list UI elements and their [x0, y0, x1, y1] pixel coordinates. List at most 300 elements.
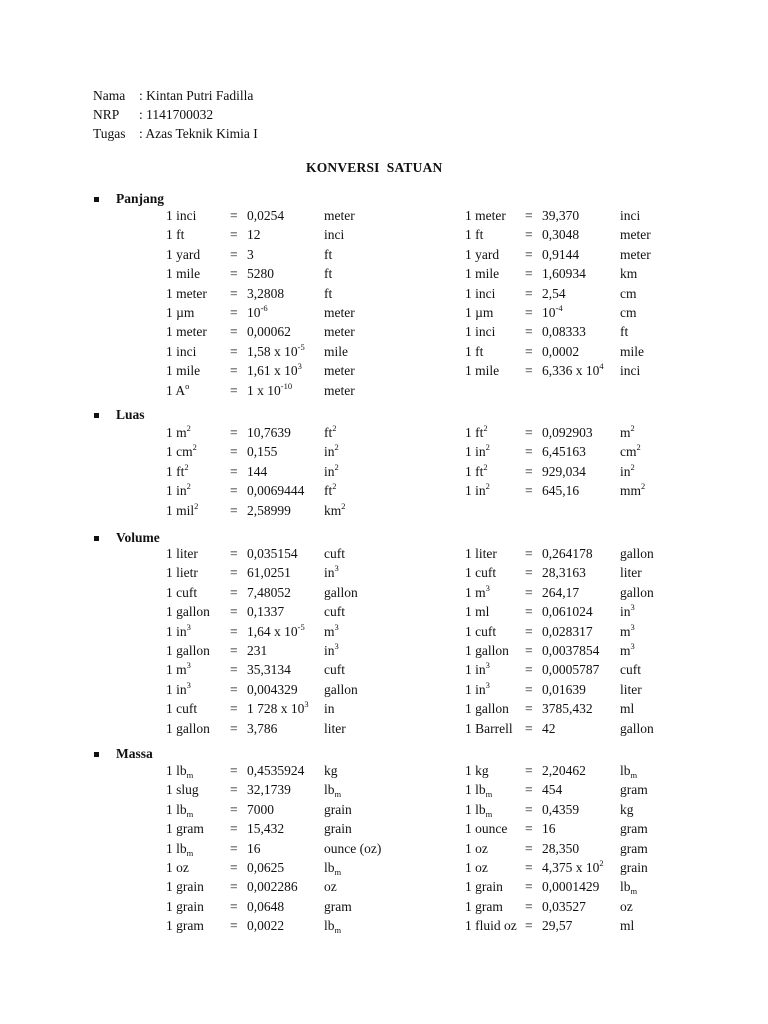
from-unit-superscript: 2: [184, 461, 189, 472]
equals-sign: =: [230, 840, 238, 856]
equals-sign: =: [525, 821, 533, 837]
to-unit-text: cuft: [324, 546, 345, 561]
from-unit: [465, 763, 489, 779]
equals-sign: =: [230, 305, 238, 320]
from-unit-text: 1 m: [166, 425, 187, 440]
from-unit: [465, 821, 507, 837]
to-unit-superscript: 2: [641, 481, 646, 492]
from-unit: [465, 643, 509, 659]
to-unit-superscript: 3: [334, 621, 339, 632]
from-unit: [465, 266, 499, 282]
from-unit-text: 1 fluid oz: [465, 918, 517, 934]
conversion-row: [0, 662, 768, 680]
to-unit-text: lb: [324, 860, 335, 875]
to-unit: [620, 879, 637, 895]
from-unit-text: 1 cuft: [166, 584, 198, 600]
from-unit-text: 1 oz: [166, 860, 189, 875]
to-unit-text: grain: [324, 801, 352, 817]
from-unit-text: 1 lb: [166, 801, 187, 817]
field-label-tugas: Tugas: [93, 126, 126, 141]
conversion-value: [542, 624, 593, 640]
from-unit-text: 1 gallon: [166, 643, 210, 658]
equals-sign: =: [525, 681, 533, 697]
conversion-value-text: 29,57: [542, 918, 573, 934]
equals-sign: =: [230, 502, 238, 518]
conversion-value-text: 0,4359: [542, 801, 580, 817]
conversion-value: [542, 344, 579, 360]
equals-sign: =: [525, 444, 533, 460]
to-unit-text: cm: [620, 305, 637, 320]
conversion-row: [0, 324, 768, 342]
to-unit: [620, 643, 635, 659]
from-unit: [465, 860, 488, 876]
to-unit-text: cm: [620, 285, 637, 301]
conversion-value: [542, 266, 586, 282]
from-unit-text: 1 ounce: [465, 821, 508, 837]
equals-sign: =: [230, 879, 238, 895]
to-unit-text: cuft: [324, 604, 345, 620]
conversion-value-text: 1,64 x 10: [247, 623, 298, 639]
equals-sign: =: [525, 898, 533, 914]
equals-sign: =: [525, 463, 533, 479]
equals-sign: =: [230, 720, 238, 736]
equals-sign: =: [525, 782, 533, 798]
field-value-nrp: : 1141700032: [139, 107, 214, 122]
from-unit: [465, 565, 496, 581]
from-unit-text: 1 in: [465, 681, 486, 697]
from-unit: [465, 444, 490, 460]
conversion-value: [542, 662, 599, 678]
from-unit-superscript: 2: [186, 423, 191, 433]
to-unit: [620, 286, 637, 302]
conversion-value-text: 0,0648: [247, 898, 285, 914]
conversion-value-superscript: 2: [599, 858, 604, 868]
conversion-value: [542, 247, 579, 263]
conversion-value-text: 32,1739: [247, 782, 291, 798]
conversion-value: [542, 918, 572, 934]
conversion-value-superscript: -5: [297, 621, 305, 632]
from-unit-text: 1 ft: [465, 227, 484, 243]
conversion-row: [0, 821, 768, 839]
from-unit-text: 1 ft: [166, 463, 185, 479]
conversion-value: [542, 286, 566, 302]
from-unit: [465, 546, 497, 562]
from-unit-text: 1 yard: [166, 246, 201, 262]
from-unit: [465, 879, 503, 895]
equals-sign: =: [230, 801, 238, 817]
conversion-value-text: 4,375 x 10: [542, 860, 600, 875]
section-title-volume: Volume: [116, 530, 160, 545]
to-unit: [620, 802, 634, 818]
to-unit: [620, 782, 648, 798]
equals-sign: =: [230, 662, 238, 678]
from-unit-text: 1 ft: [465, 463, 484, 479]
conversion-value-text: 0,4535924: [247, 763, 305, 778]
from-unit-text: 1 m: [465, 584, 486, 600]
conversion-value-text: 0,155: [247, 444, 278, 460]
from-unit-superscript: 2: [483, 461, 488, 472]
from-unit-superscript: 3: [485, 660, 490, 671]
to-unit: [620, 444, 641, 460]
from-unit: [465, 227, 483, 243]
equals-sign: =: [525, 801, 533, 817]
from-unit: [465, 624, 496, 640]
to-unit-text: ft: [324, 285, 333, 301]
from-unit-text: 1 inci: [465, 324, 496, 340]
conversion-value-superscript: -4: [555, 303, 563, 313]
to-unit-text: lb: [620, 763, 631, 778]
to-unit-text: oz: [324, 879, 337, 895]
from-unit: [465, 662, 490, 678]
conversion-row: [0, 763, 768, 781]
conversion-value: [542, 324, 586, 340]
to-unit-superscript: 3: [630, 621, 635, 632]
equals-sign: =: [525, 546, 533, 561]
to-unit-subscript: m: [334, 925, 342, 936]
to-unit: [620, 483, 645, 499]
conversion-value-superscript: 4: [599, 361, 604, 372]
from-unit: [465, 841, 488, 857]
equals-sign: =: [230, 898, 238, 914]
from-unit-text: 1 Barrell: [465, 720, 513, 736]
conversion-value: [542, 585, 579, 601]
to-unit-text: ml: [620, 918, 635, 934]
from-unit-text: 1 mile: [166, 363, 201, 379]
conversion-row: [0, 643, 768, 661]
conversion-value: [542, 546, 593, 562]
to-unit-text: gallon: [620, 584, 654, 600]
to-unit-text: gallon: [324, 584, 358, 600]
from-unit-text: 1 grain: [166, 898, 204, 914]
field-value-nama: : Kintan Putri Fadilla: [139, 88, 254, 103]
from-unit-text: 1 lb: [465, 782, 486, 798]
conversion-value-text: 0,3048: [542, 227, 580, 243]
from-unit: [465, 425, 488, 441]
conversion-value-text: 12: [247, 227, 261, 243]
equals-sign: =: [525, 763, 533, 778]
equals-sign: =: [525, 604, 533, 620]
equals-sign: =: [525, 840, 533, 856]
equals-sign: =: [230, 324, 238, 340]
from-unit-text: 1 ft: [465, 425, 484, 440]
to-unit-superscript: 2: [334, 461, 339, 472]
to-unit-text: km: [324, 502, 342, 518]
conversion-row: [0, 565, 768, 583]
from-unit-subscript: m: [186, 847, 194, 858]
equals-sign: =: [525, 208, 533, 223]
conversion-value: [542, 425, 593, 441]
conversion-value-superscript: -6: [260, 303, 268, 313]
from-unit: [465, 918, 517, 934]
conversion-value-text: 16: [542, 821, 556, 837]
equals-sign: =: [230, 208, 238, 223]
to-unit: [620, 899, 633, 915]
equals-sign: =: [230, 546, 238, 561]
to-unit: [620, 918, 634, 934]
from-unit-text: 1 inci: [465, 285, 496, 301]
to-unit-text: meter: [620, 246, 651, 262]
to-unit-text: meter: [324, 363, 355, 379]
to-unit-text: inci: [324, 227, 345, 243]
from-unit-text: 1 lb: [166, 840, 187, 856]
from-unit-text: 1 mile: [166, 266, 201, 282]
conversion-value-text: 0,0005787: [542, 662, 600, 678]
to-unit-subscript: m: [630, 886, 638, 897]
from-unit: [465, 247, 499, 263]
from-unit-superscript: 3: [485, 582, 490, 593]
conversion-row: [0, 483, 768, 501]
conversion-value: [542, 821, 556, 837]
to-unit-text: meter: [620, 227, 651, 243]
equals-sign: =: [230, 918, 238, 934]
from-unit-superscript: 2: [485, 442, 490, 453]
to-unit: [620, 585, 654, 601]
equals-sign: =: [230, 681, 238, 697]
from-unit-text: 1 ft: [465, 343, 484, 359]
to-unit: [620, 721, 654, 737]
to-unit-text: liter: [620, 565, 642, 581]
from-unit-text: 1 mile: [465, 266, 500, 282]
from-unit-text: 1 meter: [166, 324, 207, 340]
from-unit-text: 1 lb: [166, 763, 187, 778]
equals-sign: =: [230, 382, 238, 398]
conversion-value-text: 0,9144: [542, 246, 580, 262]
equals-sign: =: [230, 860, 238, 875]
bullet-icon: [94, 413, 99, 418]
to-unit-text: mm: [620, 483, 642, 499]
conversion-value: [542, 782, 562, 798]
conversion-value-text: 2,58999: [247, 502, 291, 518]
conversion-value: [542, 682, 586, 698]
from-unit-text: 1 in: [465, 483, 486, 499]
to-unit: [620, 227, 651, 243]
section-title-luas: Luas: [116, 407, 145, 422]
to-unit-text: inci: [620, 208, 641, 223]
equals-sign: =: [230, 363, 238, 379]
from-unit-text: 1 in: [166, 681, 187, 697]
conversion-value-text: 0,00062: [247, 324, 291, 340]
to-unit: [620, 860, 648, 876]
from-unit-text: 1 yard: [465, 246, 500, 262]
conversion-row: [0, 247, 768, 265]
equals-sign: =: [525, 701, 533, 717]
from-unit: [465, 286, 495, 302]
conversion-value: [247, 503, 291, 519]
to-unit-superscript: 2: [334, 442, 339, 453]
equals-sign: =: [230, 782, 238, 798]
conversion-value-text: 0,01639: [542, 681, 586, 697]
conversion-value-text: 0,004329: [247, 681, 298, 697]
to-unit-superscript: 3: [630, 602, 635, 613]
conversion-value: [542, 305, 563, 321]
from-unit-superscript: 2: [194, 500, 199, 511]
to-unit-text: in: [324, 643, 335, 658]
to-unit-text: ft: [324, 425, 333, 440]
from-unit-superscript: 2: [483, 423, 488, 433]
conversion-value-text: 645,16: [542, 483, 580, 499]
from-unit-text: 1 µm: [166, 305, 195, 320]
conversion-row: [0, 227, 768, 245]
from-unit-text: 1 gram: [166, 918, 204, 934]
conversion-row: [0, 582, 768, 603]
from-unit-text: 1 cuft: [166, 701, 198, 717]
from-unit-text: 1 gallon: [166, 604, 210, 620]
to-unit: [620, 565, 642, 581]
to-unit-text: meter: [324, 382, 355, 398]
equals-sign: =: [525, 227, 533, 243]
conversion-row: [0, 286, 768, 304]
from-unit-text: 1 meter: [465, 208, 506, 223]
equals-sign: =: [525, 305, 533, 320]
to-unit-text: lb: [620, 879, 631, 895]
conversion-value-superscript: -10: [280, 380, 293, 391]
equals-sign: =: [230, 623, 238, 639]
from-unit-superscript: 2: [485, 481, 490, 492]
from-unit-text: 1 A: [166, 382, 186, 398]
conversion-value-text: 10: [247, 305, 261, 320]
section-title-panjang: Panjang: [116, 191, 165, 206]
to-unit-text: in: [324, 565, 335, 581]
section-title-massa: Massa: [116, 746, 153, 761]
conversion-value-text: 0,002286: [247, 879, 298, 895]
to-unit-superscript: 2: [630, 423, 635, 433]
to-unit: [620, 621, 635, 640]
from-unit: [465, 782, 492, 798]
conversion-row: [0, 305, 768, 323]
to-unit: [620, 682, 642, 698]
conversion-row: [0, 802, 768, 820]
to-unit-text: m: [620, 425, 631, 440]
conversion-value-text: 231: [247, 643, 268, 658]
to-unit-text: in: [620, 463, 631, 479]
conversion-value: [542, 841, 579, 857]
conversion-value-text: 264,17: [542, 584, 580, 600]
to-unit-superscript: 3: [334, 641, 339, 651]
conversion-row: [0, 425, 768, 443]
conversion-value: [542, 860, 604, 876]
to-unit: [620, 363, 640, 379]
conversion-value: [542, 565, 586, 581]
equals-sign: =: [230, 565, 238, 581]
to-unit: [620, 841, 648, 857]
conversion-value-text: 1,60934: [542, 266, 586, 282]
to-unit: [620, 425, 635, 441]
bullet-icon: [94, 536, 99, 541]
equals-sign: =: [230, 763, 238, 778]
from-unit-text: 1 cuft: [465, 565, 497, 581]
from-unit-superscript: 2: [192, 442, 197, 453]
equals-sign: =: [525, 918, 533, 934]
equals-sign: =: [230, 444, 238, 460]
conversion-value-text: 6,336 x 10: [542, 363, 600, 379]
conversion-value: [542, 899, 586, 915]
to-unit-text: meter: [324, 324, 355, 340]
conversion-row: [0, 879, 768, 897]
conversion-value-text: 0,0254: [247, 208, 285, 223]
equals-sign: =: [525, 266, 533, 282]
from-unit: [465, 582, 490, 601]
conversion-row: [0, 841, 768, 859]
from-unit-text: 1 cuft: [465, 623, 497, 639]
conversion-value-text: 0,0069444: [247, 483, 305, 499]
to-unit-superscript: 2: [636, 442, 641, 453]
conversion-value-text: 10: [542, 305, 556, 320]
to-unit-superscript: 3: [334, 563, 339, 574]
to-unit-text: inci: [620, 363, 641, 379]
to-unit-text: km: [620, 266, 638, 282]
conversion-value-text: 0,264178: [542, 546, 593, 561]
field-label-nrp: NRP: [93, 107, 120, 122]
from-unit: [465, 324, 495, 340]
equals-sign: =: [230, 604, 238, 620]
conversion-row: [0, 341, 768, 362]
to-unit-text: cuft: [620, 662, 641, 678]
conversion-value-text: 28,3163: [542, 565, 586, 581]
conversion-value-text: 3,786: [247, 720, 278, 736]
to-unit-text: cuft: [324, 662, 345, 678]
from-unit-superscript: 3: [186, 679, 191, 690]
conversion-row: [0, 721, 768, 739]
from-unit: [465, 899, 503, 915]
from-unit-text: 1 liter: [166, 546, 198, 561]
equals-sign: =: [525, 425, 533, 440]
from-unit: [166, 380, 190, 399]
equals-sign: =: [525, 643, 533, 658]
equals-sign: =: [230, 246, 238, 262]
to-unit: [620, 305, 637, 321]
conversion-value-text: 0,03527: [542, 898, 586, 914]
conversion-value-text: 929,034: [542, 463, 586, 479]
conversion-value-text: 1,61 x 10: [247, 363, 298, 379]
from-unit-text: 1 inci: [166, 343, 197, 359]
conversion-value: [542, 879, 599, 895]
to-unit-text: mile: [620, 343, 644, 359]
conversion-value: [542, 444, 586, 460]
to-unit: [620, 662, 641, 678]
from-unit-text: 1 in: [465, 444, 486, 460]
to-unit: [620, 821, 648, 837]
equals-sign: =: [525, 483, 533, 499]
conversion-value-text: 3: [247, 246, 254, 262]
to-unit-text: gram: [620, 821, 648, 837]
to-unit-subscript: m: [334, 867, 342, 877]
to-unit-text: m: [620, 623, 631, 639]
to-unit-text: in: [620, 604, 631, 620]
to-unit-text: gram: [324, 898, 352, 914]
conversion-row: [0, 782, 768, 800]
equals-sign: =: [230, 425, 238, 440]
from-unit: [465, 679, 490, 698]
from-unit-text: 1 gallon: [166, 720, 210, 736]
conversion-value-text: 28,350: [542, 840, 580, 856]
from-unit-superscript: 3: [485, 679, 490, 690]
to-unit-text: grain: [620, 860, 648, 875]
to-unit-text: gallon: [620, 546, 654, 561]
to-unit-text: in: [324, 444, 335, 460]
from-unit: [465, 483, 490, 499]
from-unit-subscript: m: [186, 808, 194, 819]
conversion-value-text: 0,0037854: [542, 643, 600, 658]
from-unit-subscript: m: [485, 789, 493, 800]
conversion-value-text: 3,2808: [247, 285, 285, 301]
to-unit: [324, 500, 346, 519]
from-unit: [465, 208, 506, 224]
equals-sign: =: [230, 266, 238, 282]
from-unit-text: 1 kg: [465, 763, 489, 778]
conversion-value-text: 0,0002: [542, 343, 580, 359]
conversion-row: [0, 899, 768, 917]
to-unit: [620, 701, 634, 717]
